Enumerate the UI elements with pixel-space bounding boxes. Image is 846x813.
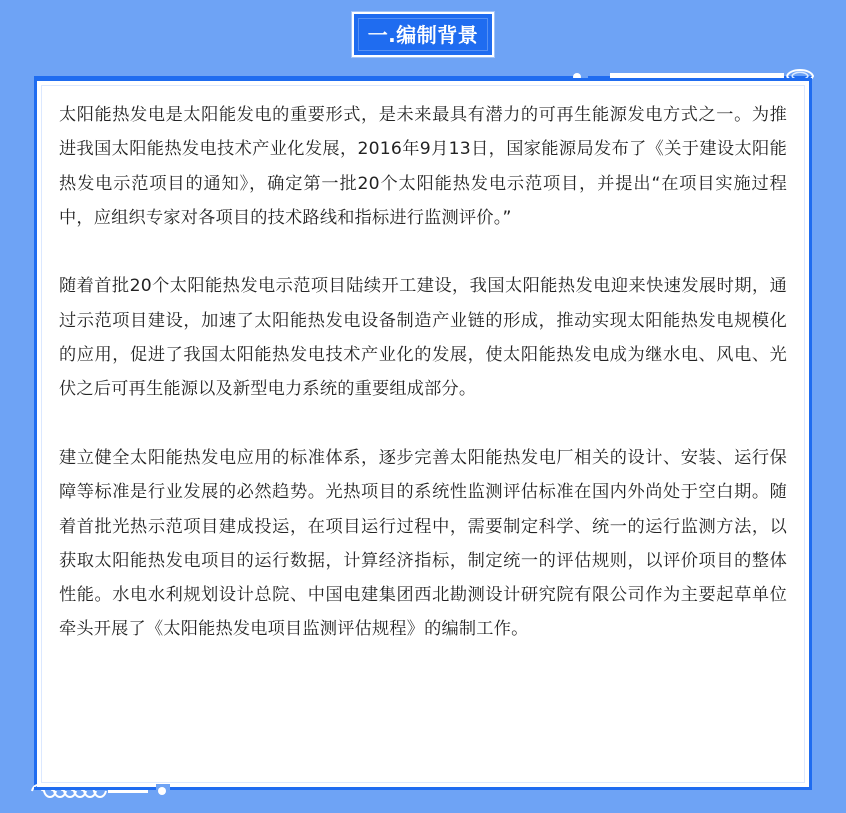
paragraph-3: 建立健全太阳能热发电应用的标准体系，逐步完善太阳能热发电厂相关的设计、安装、运行保障等标准是行业发展的必然趋势。光热项目的系统性监测评估标准在国内外尚处于空白期。随着首批光热示范项目建成投运，在项目运行过程中，需要制定科学、统一的运行监测方法，以获取太阳能热发电项目的运行数据，计算经济指标，制定统一的评估规则，以评价项目的整体性能。水电水利规划设计总院、中国电建集团西北勘测设计研究院有限公司作为主要起草单位牵头开展了《太阳能热发电项目监测评估规程》的编制工作。 <box>59 447 787 640</box>
body-text <box>59 98 787 681</box>
paragraph-1: 太阳能热发电是太阳能发电的重要形式，是未来最具有潜力的可再生能源发电方式之一。为推进我国太阳能热发电技术产业化发展，2016年9月13日，国家能源局发布了《关于建设太阳能热发电示范项目的通知》，确定第一批20个太阳能热发电示范项目，并提出“在项目实施过程中，应组织专家对各项目的技术路线和指标进行监测评价。” <box>59 105 787 228</box>
section-title-badge <box>352 12 494 57</box>
paragraph-2: 随着首批20个太阳能热发电示范项目陆续开工建设，我国太阳能热发电迎来快速发展时期，通过示范项目建设，加速了太阳能热发电设备制造产业链的形成，推动实现太阳能热发电规模化的应用，促进了我国太阳能热发电技术产业化的发展，使太阳能热发电成为继水电、风电、光伏之后可再生能源以及新型电力系统的重要组成部分。 <box>59 276 787 400</box>
section-title: 一.编制背景 <box>367 22 479 47</box>
